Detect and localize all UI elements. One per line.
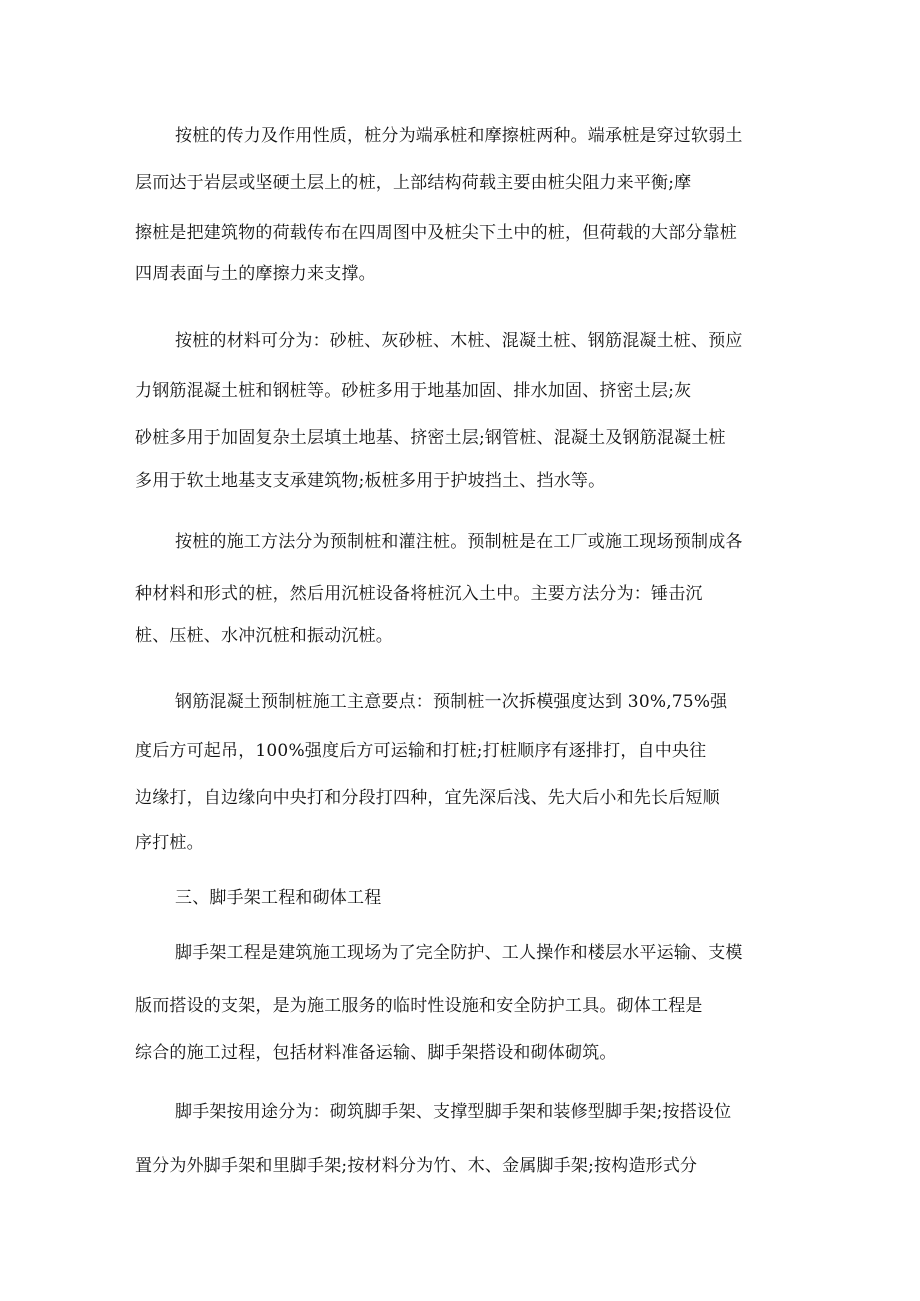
document-body xyxy=(135,0,785,1176)
paragraph-1-line-1: 按桩的传力及作用性质，桩分为端承桩和摩擦桩两种。端承桩是穿过软弱土 xyxy=(175,126,743,146)
paragraph-4-line-3: 边缘打，自边缘向中央打和分段打四种，宜先深后浅、先大后小和先长后短顺 xyxy=(135,788,720,808)
paragraph-1-line-3: 擦桩是把建筑物的荷载传布在四周图中及桩尖下土中的桩，但荷载的大部分靠桩 xyxy=(135,223,737,243)
paragraph-5-line-1: 脚手架工程是建筑施工现场为了完全防护、工人操作和楼层水平运输、支模 xyxy=(175,943,743,963)
section-heading: 三、脚手架工程和砌体工程 xyxy=(175,888,382,908)
paragraph-2-line-3: 砂桩多用于加固复杂土层填土地基、挤密土层;钢管桩、混凝土及钢筋混凝土桩 xyxy=(135,428,726,448)
paragraph-3-line-1: 按桩的施工方法分为预制桩和灌注桩。预制桩是在工厂或施工现场预制成各 xyxy=(175,532,743,552)
paragraph-4-line-4: 序打桩。 xyxy=(135,833,204,853)
paragraph-1-line-2: 层而达于岩层或坚硬土层上的桩，上部结构荷载主要由桩尖阻力来平衡;摩 xyxy=(135,173,692,193)
paragraph-2-line-4: 多用于软土地基支支承建筑物;板桩多用于护坡挡土、挡水等。 xyxy=(135,471,606,491)
paragraph-1-line-4: 四周表面与土的摩擦力来支撑。 xyxy=(135,264,376,284)
paragraph-5-line-2: 版而搭设的支架，是为施工服务的临时性设施和安全防护工具。砌体工程是 xyxy=(135,996,703,1016)
paragraph-6-line-1: 脚手架按用途分为：砌筑脚手架、支撑型脚手架和装修型脚手架;按搭设位 xyxy=(175,1102,732,1122)
paragraph-4-line-1: 钢筋混凝土预制桩施工主意要点：预制桩一次拆模强度达到 30%,75%强 xyxy=(175,692,728,712)
paragraph-2-line-1: 按桩的材料可分为：砂桩、灰砂桩、木桩、混凝土桩、钢筋混凝土桩、预应 xyxy=(175,331,743,351)
paragraph-4-line-2: 度后方可起吊，100%强度后方可运输和打桩;打桩顺序有逐排打，自中央往 xyxy=(135,741,707,761)
paragraph-3-line-2: 种材料和形式的桩，然后用沉桩设备将桩沉入土中。主要方法分为：锤击沉 xyxy=(135,584,703,604)
paragraph-2-line-2: 力钢筋混凝土桩和钢桩等。砂桩多用于地基加固、排水加固、挤密土层;灰 xyxy=(135,381,692,401)
paragraph-6-line-2: 置分为外脚手架和里脚手架;按材料分为竹、木、金属脚手架;按构造形式分 xyxy=(135,1156,698,1176)
paragraph-5-line-3: 综合的施工过程，包括材料准备运输、脚手架搭设和砌体砌筑。 xyxy=(135,1043,617,1063)
paragraph-3-line-3: 桩、压桩、水冲沉桩和振动沉桩。 xyxy=(135,626,393,646)
